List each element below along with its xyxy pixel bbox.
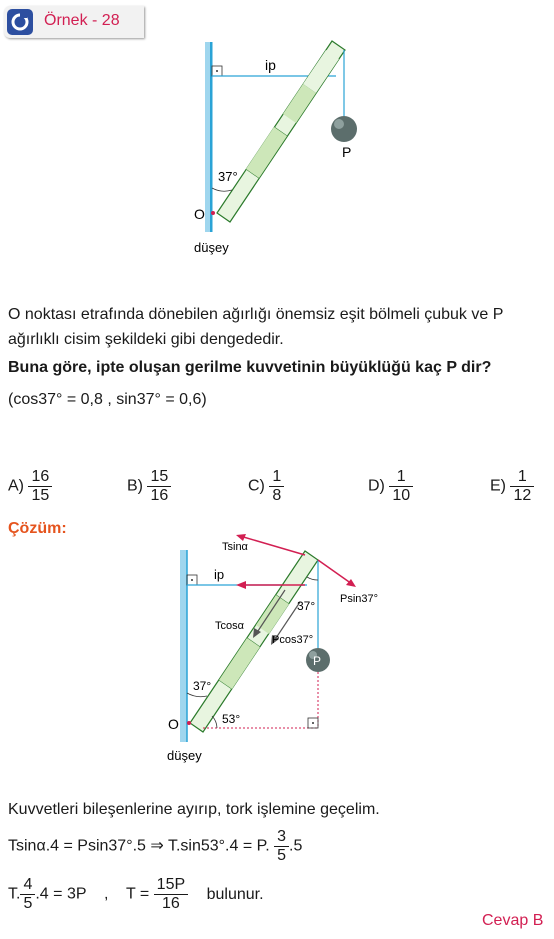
wall [205,42,212,232]
rope-label: ip [265,57,276,73]
solution-text: Kuvvetleri bileşenlerine ayırıp, tork işlemine geçelim. [8,801,380,818]
question-line-4: (cos37° = 0,8 , sin37° = 0,6) [8,391,207,408]
wall [180,550,187,742]
badge-label: Örnek - 28 [44,12,120,29]
psin-arrow [318,560,352,584]
option-a[interactable]: A) $\frac{16}{15}$ [8,468,52,505]
eq1-fraction: $\frac{3}{5}$ [274,828,289,865]
pivot-dot [211,211,215,215]
option-a-fraction: $\frac{16}{15}$ [28,468,52,505]
option-c[interactable]: C) $\frac{1}{8}$ [248,468,284,505]
answer-label: Cevap B [482,912,544,929]
option-d[interactable]: D) $\frac{1}{10}$ [368,468,413,505]
vertical-label: düşey [194,240,229,255]
angle-53-label: 53° [222,712,241,726]
figure-2 [0,530,554,770]
option-e[interactable]: E) $\frac{1}{12}$ [490,468,534,505]
tcos-label: Tcosα [215,620,244,632]
eq2-fraction-1: $\frac{4}{5}$ [20,876,35,913]
weight-label: P [313,654,322,668]
angle-label: 37° [218,169,238,184]
option-b[interactable]: B) $\frac{15}{16}$ [127,468,171,505]
pivot-label: O [168,716,179,732]
question-line-3: Buna göre, ipte oluşan gerilme kuvvetinin büyüklüğü kaç P dir? [8,359,492,376]
rod [217,41,345,222]
pcos-label: Pcos37° [272,634,314,646]
solution-heading: Çözüm: [8,520,67,537]
equation-1: Tsinα.4 = Psin37°.5 ⇒ T.sin53°.4 = P. $\frac{3}{5}$ .5 [8,828,303,864]
tsin-arrow [240,536,305,555]
equation-2: T. $\frac{4}{5}$ .4 = 3P , T = $\frac{15P}{16}$ bulunur. [8,876,264,912]
option-d-fraction: $\frac{1}{10}$ [389,468,413,505]
vertical-label: düşey [167,748,202,763]
psin-label: Psin37° [340,593,379,605]
weight-label: P [342,144,352,160]
figure-1 [0,0,554,260]
angle-bottom-label: 37° [193,679,212,693]
angle-top-label: 37° [297,599,316,613]
rope-label: ip [214,567,225,582]
option-b-fraction: $\frac{15}{16}$ [147,468,171,505]
pivot-label: O [194,206,205,222]
question-line-1: O noktası etrafında dönebilen ağırlığı önemsiz eşit bölmeli çubuk ve P [8,306,504,323]
weight-ball [331,116,357,142]
eq2-fraction-2: $\frac{15P}{16}$ [154,876,188,913]
question-line-2: ağırlıklı cisim şekildeki gibi dengededir. [8,331,284,348]
option-e-fraction: $\frac{1}{12}$ [510,468,534,505]
option-c-fraction: $\frac{1}{8}$ [269,468,284,505]
tsin-label: Tsinα [222,541,248,553]
